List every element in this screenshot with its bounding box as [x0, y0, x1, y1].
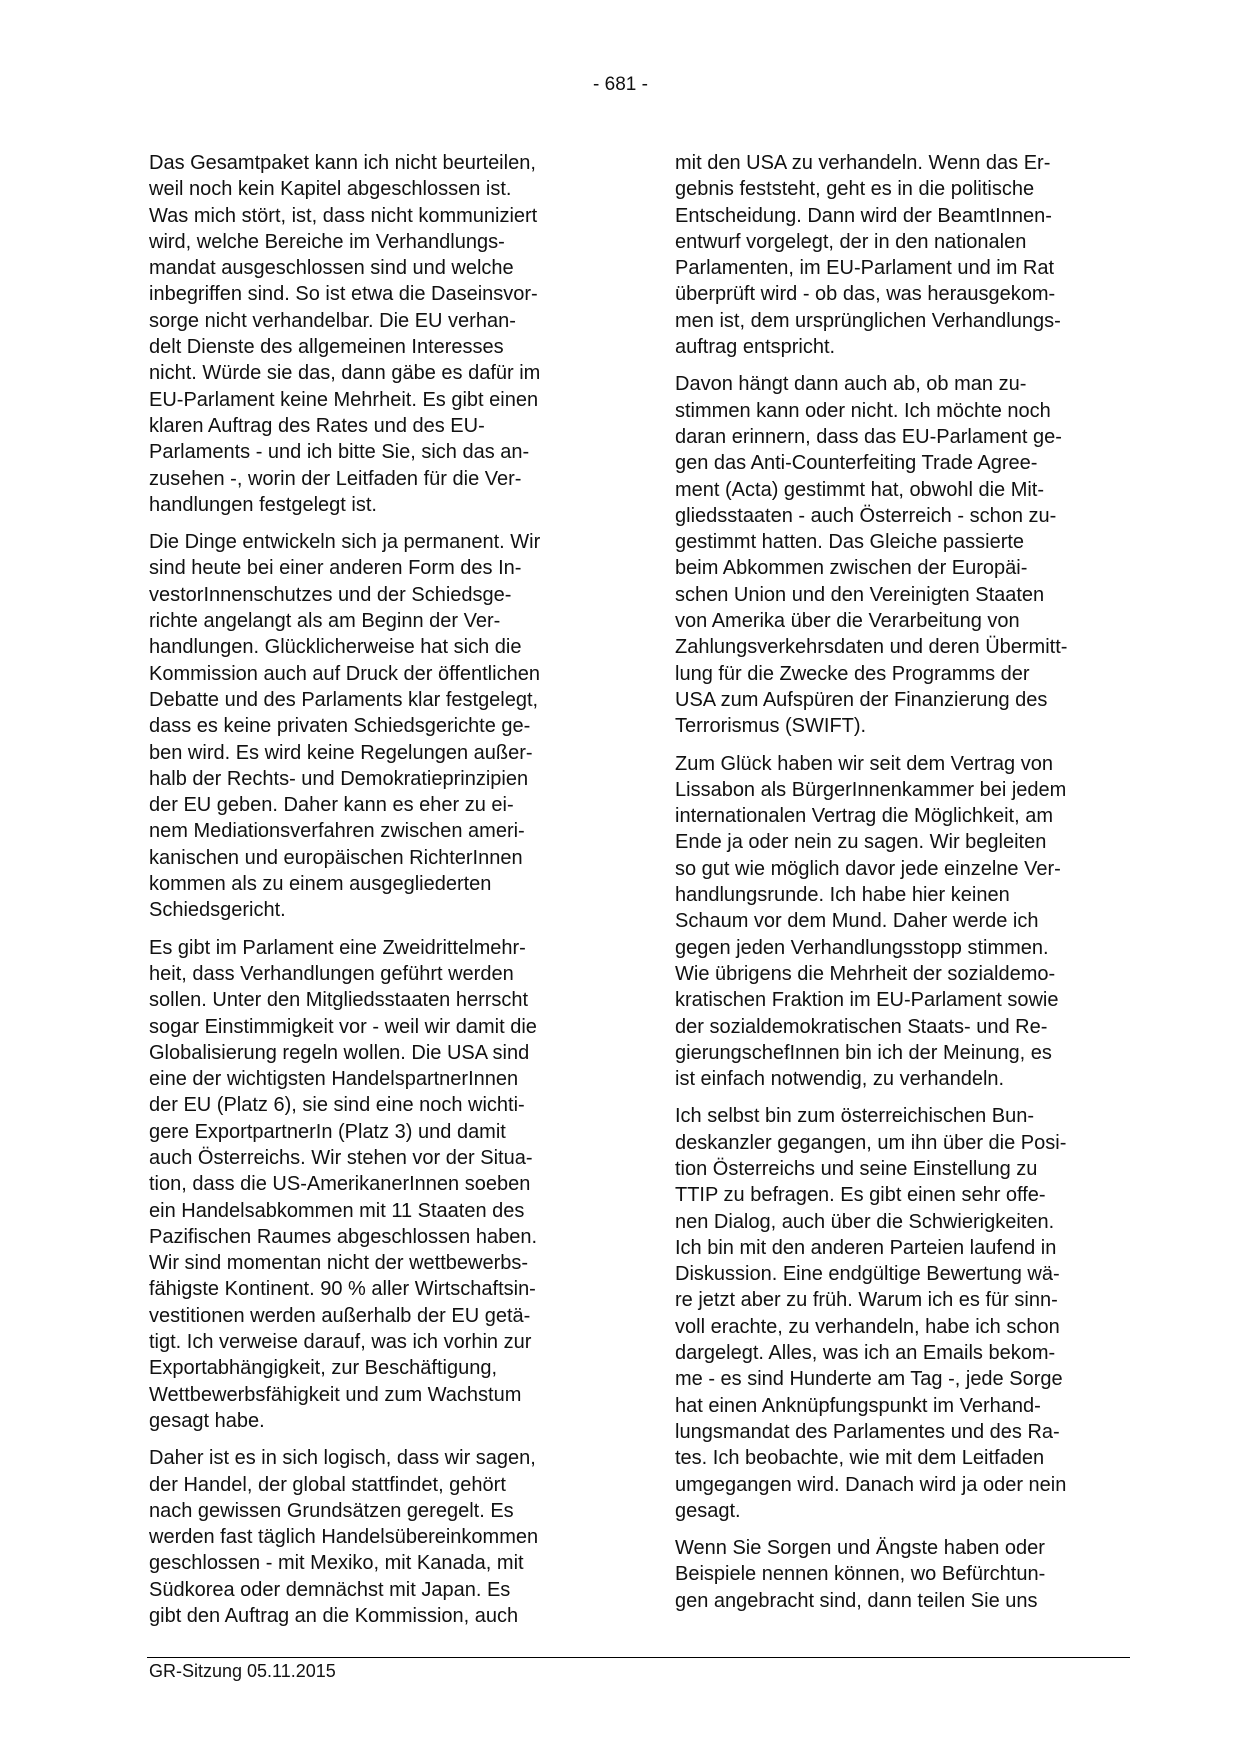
- text-line: halb der Rechts- und Demokratieprinzipien: [149, 767, 529, 790]
- text-line: Diskussion. Eine endgültige Bewertung wä-: [675, 1263, 1060, 1286]
- paragraph: [149, 150, 609, 518]
- text-line: gierungschefInnen bin ich der Meinung, es: [675, 1041, 1052, 1064]
- text-line: Zum Glück haben wir seit dem Vertrag von: [675, 752, 1053, 775]
- text-line: ist einfach notwendig, zu verhandeln.: [675, 1068, 1005, 1091]
- text-line: sollen. Unter den Mitgliedsstaaten herrscht: [149, 989, 529, 1012]
- text-line: überprüft wird - ob das, was herausgekom-: [675, 283, 1056, 306]
- paragraph: [149, 529, 609, 923]
- paragraph: [149, 1445, 609, 1629]
- text-line: Wir sind momentan nicht der wettbewerbs-: [149, 1252, 529, 1275]
- text-line: auftrag entspricht.: [675, 336, 836, 359]
- text-line: auch Österreichs. Wir stehen vor der Situa-: [149, 1146, 533, 1169]
- text-line: gen angebracht sind, dann teilen Sie uns: [675, 1589, 1038, 1612]
- paragraph: [675, 1103, 1135, 1524]
- text-line: stimmen kann oder nicht. Ich möchte noch: [675, 399, 1051, 422]
- text-line: ment (Acta) gestimmt hat, obwohl die Mit-: [675, 478, 1045, 501]
- text-line: Es gibt im Parlament eine Zweidrittelmehr-: [149, 936, 526, 959]
- text-line: Wenn Sie Sorgen und Ängste haben oder: [675, 1537, 1045, 1560]
- text-line: Daher ist es in sich logisch, dass wir sagen,: [149, 1447, 536, 1470]
- text-line: Beispiele nennen können, wo Befürchtun-: [675, 1563, 1046, 1586]
- text-line: nem Mediationsverfahren zwischen ameri-: [149, 820, 525, 843]
- text-column-right: [675, 150, 1135, 1625]
- text-line: sind heute bei einer anderen Form des In-: [149, 557, 522, 580]
- text-line: gibt den Auftrag an die Kommission, auch: [149, 1605, 519, 1628]
- text-line: Schaum vor dem Mund. Daher werde ich: [675, 910, 1039, 933]
- text-line: zusehen -, worin der Leitfaden für die Ver-: [149, 467, 522, 490]
- text-line: handlungen festgelegt ist.: [149, 493, 377, 516]
- text-line: nen Dialog, auch über die Schwierigkeiten.: [675, 1210, 1055, 1233]
- text-line: vestorInnenschutzes und der Schiedsge-: [149, 583, 512, 606]
- text-line: EU-Parlament keine Mehrheit. Es gibt einen: [149, 388, 539, 411]
- text-line: schen Union und den Vereinigten Staaten: [675, 583, 1045, 606]
- text-column-left: [149, 150, 609, 1640]
- text-line: vestitionen werden außerhalb der EU getä-: [149, 1304, 531, 1327]
- text-line: der sozialdemokratischen Staats- und Re-: [675, 1015, 1048, 1038]
- text-line: Kommission auch auf Druck der öffentlichen: [149, 662, 540, 685]
- paragraph: [675, 371, 1135, 739]
- text-line: sogar Einstimmigkeit vor - weil wir damit die: [149, 1015, 537, 1038]
- text-line: gebnis feststeht, geht es in die politische: [675, 178, 1035, 201]
- footer-divider: [147, 1657, 1130, 1658]
- text-line: geschlossen - mit Mexiko, mit Kanada, mit: [149, 1552, 524, 1575]
- footer-session-date: GR-Sitzung 05.11.2015: [149, 1661, 336, 1681]
- text-line: richte angelangt als am Beginn der Ver-: [149, 610, 501, 633]
- text-line: Globalisierung regeln wollen. Die USA sind: [149, 1041, 530, 1064]
- text-line: Terrorismus (SWIFT).: [675, 715, 867, 738]
- text-line: ein Handelsabkommen mit 11 Staaten des: [149, 1199, 525, 1222]
- text-line: tigt. Ich verweise darauf, was ich vorhin zur: [149, 1331, 532, 1354]
- text-line: dass es keine privaten Schiedsgerichte ge-: [149, 715, 531, 738]
- text-line: werden fast täglich Handelsübereinkommen: [149, 1526, 539, 1549]
- text-line: gestimmt hatten. Das Gleiche passierte: [675, 531, 1025, 554]
- text-line: tion Österreichs und seine Einstellung zu: [675, 1157, 1038, 1180]
- text-line: Was mich stört, ist, dass nicht kommuniziert: [149, 204, 538, 227]
- text-line: Südkorea oder demnächst mit Japan. Es: [149, 1578, 511, 1601]
- text-line: handlungen. Glücklicherweise hat sich die: [149, 636, 522, 659]
- text-line: Lissabon als BürgerInnenkammer bei jedem: [675, 778, 1067, 801]
- text-line: gere ExportpartnerIn (Platz 3) und damit: [149, 1120, 506, 1143]
- text-line: mandat ausgeschlossen sind und welche: [149, 257, 514, 280]
- page-number: - 681 -: [593, 74, 648, 95]
- text-line: mit den USA zu verhandeln. Wenn das Er-: [675, 152, 1051, 174]
- text-line: Die Dinge entwickeln sich ja permanent. Wir: [149, 531, 541, 554]
- paragraph: [149, 935, 609, 1435]
- text-line: gliedsstaaten - auch Österreich - schon zu-: [675, 504, 1057, 527]
- text-line: entwurf vorgelegt, der in den nationalen: [675, 230, 1027, 253]
- text-line: gen das Anti-Counterfeiting Trade Agree-: [675, 452, 1038, 475]
- text-line: tes. Ich beobachte, wie mit dem Leitfaden: [675, 1447, 1045, 1470]
- text-line: Parlamenten, im EU-Parlament und im Rat: [675, 257, 1055, 280]
- text-line: klaren Auftrag des Rates und des EU-: [149, 414, 485, 437]
- text-line: inbegriffen sind. So ist etwa die Daseinsvor-: [149, 283, 538, 306]
- text-line: Exportabhängigkeit, zur Beschäftigung,: [149, 1357, 497, 1380]
- text-line: beim Abkommen zwischen der Europäi-: [675, 557, 1028, 580]
- text-line: me - es sind Hunderte am Tag -, jede Sorge: [675, 1368, 1063, 1391]
- text-line: nicht. Würde sie das, dann gäbe es dafür im: [149, 362, 541, 385]
- text-line: kanischen und europäischen RichterInnen: [149, 846, 523, 869]
- text-line: internationalen Vertrag die Möglichkeit, am: [675, 805, 1053, 828]
- text-line: Ende ja oder nein zu sagen. Wir begleiten: [675, 831, 1047, 854]
- text-line: Zahlungsverkehrsdaten und deren Übermitt-: [675, 636, 1068, 659]
- text-line: gesagt habe.: [149, 1409, 265, 1432]
- text-line: lung für die Zwecke des Programms der: [675, 662, 1030, 685]
- text-line: Schiedsgericht.: [149, 899, 286, 922]
- text-line: tion, dass die US-AmerikanerInnen soeben: [149, 1173, 531, 1196]
- text-line: umgegangen wird. Danach wird ja oder nein: [675, 1473, 1067, 1496]
- text-line: Entscheidung. Dann wird der BeamtInnen-: [675, 204, 1052, 227]
- text-line: dargelegt. Alles, was ich an Emails bekom-: [675, 1342, 1056, 1365]
- text-line: Davon hängt dann auch ab, ob man zu-: [675, 373, 1027, 396]
- text-line: nach gewissen Grundsätzen geregelt. Es: [149, 1499, 514, 1522]
- paragraph: [675, 150, 1135, 360]
- text-line: men ist, dem ursprünglichen Verhandlungs-: [675, 309, 1061, 332]
- text-line: USA zum Aufspüren der Finanzierung des: [675, 688, 1048, 711]
- text-line: re jetzt aber zu früh. Warum ich es für sinn-: [675, 1289, 1058, 1312]
- text-line: weil noch kein Kapitel abgeschlossen ist.: [149, 178, 512, 201]
- text-line: deskanzler gegangen, um ihn über die Posi-: [675, 1131, 1067, 1154]
- paragraph: [675, 751, 1135, 1093]
- text-line: TTIP zu befragen. Es gibt einen sehr offe-: [675, 1184, 1046, 1207]
- text-line: fähigste Kontinent. 90 % aller Wirtschaftsin-: [149, 1278, 536, 1301]
- paragraph: [675, 1535, 1135, 1614]
- text-line: von Amerika über die Verarbeitung von: [675, 610, 1020, 633]
- text-line: ben wird. Es wird keine Regelungen außer-: [149, 741, 533, 764]
- text-line: voll erachte, zu verhandeln, habe ich schon: [675, 1315, 1060, 1338]
- text-line: kratischen Fraktion im EU-Parlament sowie: [675, 989, 1059, 1012]
- text-line: wird, welche Bereiche im Verhandlungs-: [149, 230, 505, 253]
- text-line: eine der wichtigsten HandelspartnerInnen: [149, 1068, 519, 1091]
- text-line: Parlaments - und ich bitte Sie, sich das an-: [149, 441, 530, 464]
- text-line: Das Gesamtpaket kann ich nicht beurteilen,: [149, 152, 536, 174]
- text-line: hat einen Anknüpfungspunkt im Verhand-: [675, 1394, 1041, 1417]
- text-line: so gut wie möglich davor jede einzelne Ver-: [675, 857, 1061, 880]
- text-line: Wie übrigens die Mehrheit der sozialdemo-: [675, 962, 1056, 985]
- text-line: gegen jeden Verhandlungsstopp stimmen.: [675, 936, 1049, 959]
- text-line: Ich bin mit den anderen Parteien laufend in: [675, 1236, 1057, 1259]
- text-line: der EU (Platz 6), sie sind eine noch wichti-: [149, 1094, 525, 1117]
- text-line: lungsmandat des Parlamentes und des Ra-: [675, 1420, 1060, 1443]
- text-line: der EU geben. Daher kann es eher zu ei-: [149, 794, 514, 817]
- text-line: Wettbewerbsfähigkeit und zum Wachstum: [149, 1383, 522, 1406]
- text-line: heit, dass Verhandlungen geführt werden: [149, 962, 514, 985]
- text-line: Ich selbst bin zum österreichischen Bun-: [675, 1105, 1035, 1128]
- text-line: daran erinnern, dass das EU-Parlament ge-: [675, 425, 1062, 448]
- text-line: delt Dienste des allgemeinen Interesses: [149, 336, 504, 359]
- text-line: der Handel, der global stattfindet, gehört: [149, 1473, 506, 1496]
- text-line: Debatte und des Parlaments klar festgelegt,: [149, 688, 539, 711]
- text-line: sorge nicht verhandelbar. Die EU verhan-: [149, 309, 516, 332]
- text-line: kommen als zu einem ausgegliederten: [149, 873, 492, 896]
- text-line: handlungsrunde. Ich habe hier keinen: [675, 884, 1010, 907]
- text-line: Pazifischen Raumes abgeschlossen haben.: [149, 1225, 538, 1248]
- text-line: gesagt.: [675, 1499, 741, 1522]
